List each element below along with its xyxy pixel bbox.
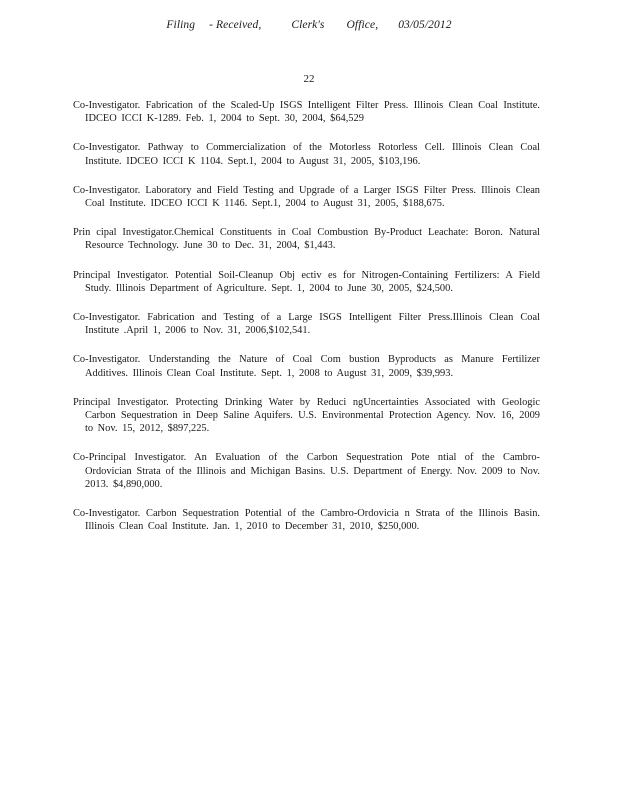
- header-received: - Received,: [209, 19, 262, 31]
- header-filing: Filing: [166, 19, 196, 31]
- grant-entry: Co-Investigator. Laboratory and Field Testing and Upgrade of a Larger ISGS Filter Press. Illinois Clean Coal Institute. IDCEO ICCI K 1146. Sept.1, 2004 to August 31, 2005, $188,675.: [73, 184, 540, 210]
- grant-entry: Prin cipal Investigator.Chemical Constituents in Coal Combustion By-Product Leachate: Boron. Natural Resource Technology. June 30 to Dec. 31, 2004, $1,443.: [73, 227, 540, 252]
- page-number: 22: [303, 73, 315, 85]
- header-clerks: Clerk's: [291, 19, 325, 31]
- filing-header: [0, 19, 618, 31]
- grant-entry: Co-Principal Investigator. An Evaluation of the Carbon Sequestration Pote ntial of the Cambro-Ordovician Strata of the Illinois and Michigan Basins. U.S. Department of Energy. Nov. 2009 to Nov. 2013. $4,890,000.: [73, 452, 540, 490]
- grant-entry: Co-Investigator. Fabrication of the Scaled-Up ISGS Intelligent Filter Press. Illinois Clean Coal Institute. IDCEO ICCI K-1289. Feb. 1, 2004 to Sept. 30, 2004, $64,529: [73, 100, 540, 125]
- grant-entry: Co-Investigator. Pathway to Commercialization of the Motorless Rotorless Cell. Illinois Clean Coal Institute. IDCEO ICCI K 1104. Sept.1, 2004 to August 31, 2005, $103,196.: [73, 142, 540, 167]
- grant-entry: Co-Investigator. Fabrication and Testing of a Large ISGS Intelligent Filter Press.Illinois Clean Coal Institute .April 1, 2006 to Nov. 31, 2006,$102,541.: [73, 312, 540, 337]
- grant-entry: Principal Investigator. Protecting Drinking Water by Reduci ngUncertainties Associated with Geologic Carbon Sequestration in Deep Saline Aquifers. U.S. Environmental Protection Agency. Nov. 16, 2009 to Nov. 15, 2012, $897,225.: [73, 396, 540, 435]
- grant-entry: Co-Investigator. Understanding the Nature of Coal Com bustion Byproducts as Manure Fertilizer Additives. Illinois Clean Coal Institute. Sept. 1, 2008 to August 31, 2009, $39,993.: [73, 354, 540, 379]
- header-office: Office,: [346, 19, 379, 31]
- grant-entry: Co-Investigator. Carbon Sequestration Potential of the Cambro-Ordovicia n Strata of the Illinois Basin. Illinois Clean Coal Institute. Jan. 1, 2010 to December 31, 2010, $250,000.: [73, 508, 540, 533]
- header-date: 03/05/2012: [398, 19, 452, 31]
- grant-entry: Principal Investigator. Potential Soil-Cleanup Obj ectiv es for Nitrogen-Containing Fertilizers: A Field Study. Illinois Department of Agriculture. Sept. 1, 2004 to June 30, 2005, $24,500.: [73, 269, 540, 294]
- grant-list: [73, 99, 540, 549]
